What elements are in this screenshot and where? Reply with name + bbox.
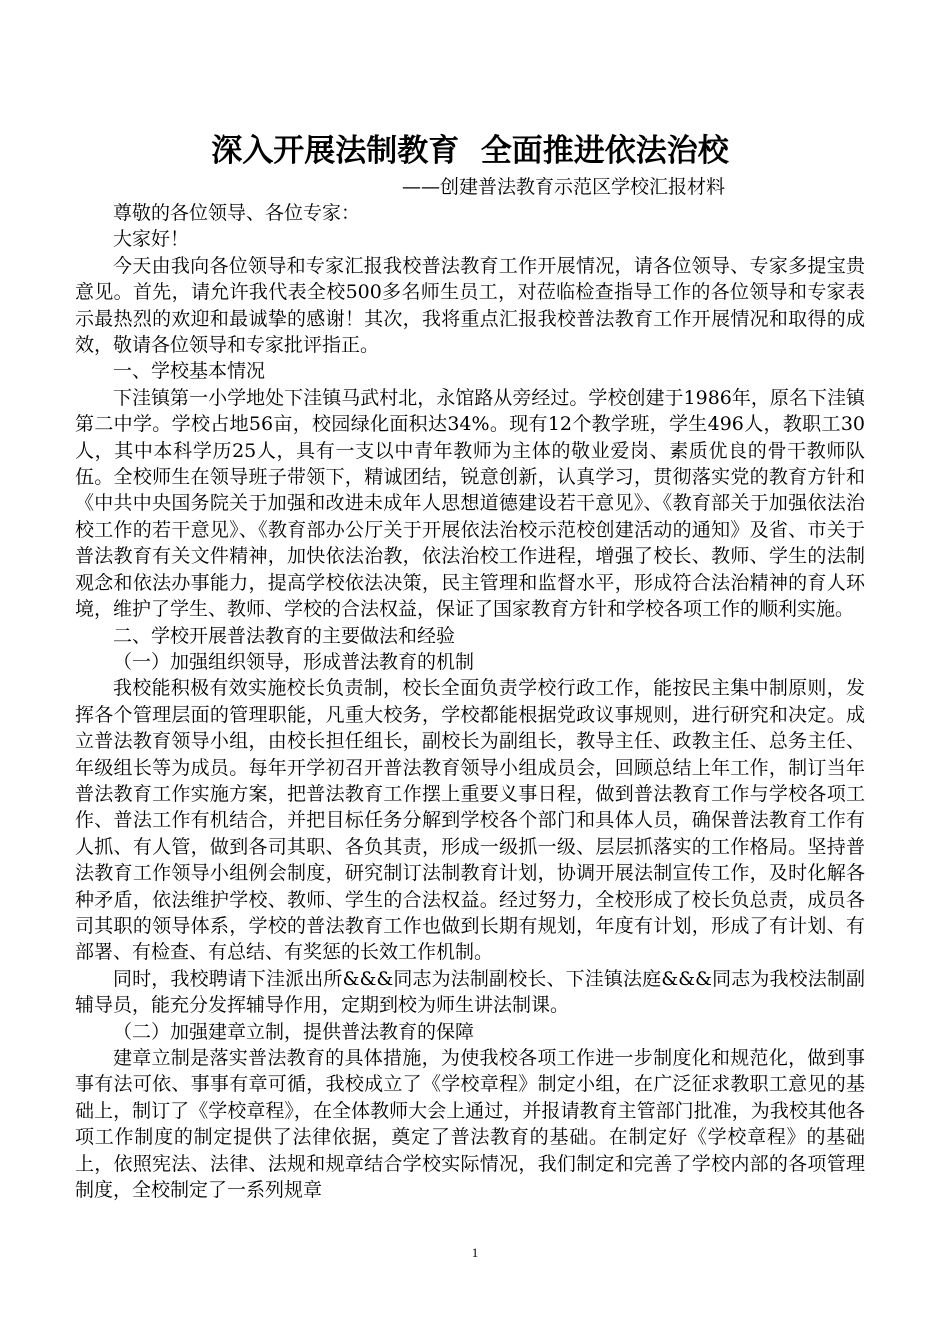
section-heading-2: 二、学校开展普法教育的主要做法和经验 bbox=[113, 624, 456, 647]
document-subtitle: ——创建普法教育示范区学校汇报材料 bbox=[401, 176, 725, 198]
salutation: 尊敬的各位领导、各位专家： bbox=[113, 202, 361, 224]
organization-paragraph: 我校能积极有效实施校长负责制，校长全面负责学校行政工作，能按民主集中制原则，发挥各个管理层面的管理职能，凡重大校务，学校都能根据党政议事规则，进行研究和决定。成立普法教育领导小组，由校长担任组长，副校长为副组长，教导主任、政教主任、总务主任、年级组长等为成员。每年开学初召开普法教育领导小组成员会，回顾总结上年工作，制订当年普法教育工作实施方案，把普法教育工作摆上重要义事日程，做到普法教育工作与学校各项工作、普法工作有机结合，并把目标任务分解到学校各个部门和具体人员，确保普法教育工作有人抓、有人管，做到各司其职、各负其责，形成一级抓一级、层层抓落实的工作格局。坚持普法教育工作领导小组例会制度，研究制订法制教育计划，协调开展法制宣传工作，及时化解各种矛盾，依法维护学校、教师、学生的合法权益。经过努力，全校形成了校长负总责，成员各司其职的领导体系，学校的普法教育工作也做到长期有规划，年度有计划，形成了有计划、有部署、有检查、有总结、有奖惩的长效工作机制。 bbox=[75, 677, 865, 964]
regulations-paragraph: 建章立制是落实普法教育的具体措施，为使我校各项工作进一步制度化和规范化，做到事事有法可依、事事有章可循，我校成立了《学校章程》制定小组，在广泛征求教职工意见的基础上，制订了《学校章程》，在全体教师大会上通过，并报请教育主管部门批准，为我校其他各项工作制度的制定提供了法律依据，奠定了普法教育的基础。在制定好《学校章程》的基础上，依照宪法、法律、法规和规章结合学校实际情况，我们制定和完善了学校内部的各项管理制度，全校制定了一系列规章 bbox=[75, 1047, 865, 1202]
section-heading-1: 一、学校基本情况 bbox=[113, 360, 266, 383]
document-title: 深入开展法制教育 全面推进依法治校 bbox=[211, 133, 729, 169]
legal-advisor-paragraph: 同时，我校聘请下洼派出所&&&同志为法制副校长、下洼镇法庭&&&同志为我校法制副辅导员，能充分发挥辅导作用，定期到校为师生讲法制课。 bbox=[75, 967, 865, 1017]
intro-paragraph: 今天由我向各位领导和专家汇报我校普法教育工作开展情况，请各位领导、专家多提宝贵意见。首先，请允许我代表全校500多名师生员工，对莅临检查指导工作的各位领导和专家表示最热烈的欢迎和最诚挚的感谢！其次，我将重点汇报我校普法教育工作开展情况和取得的成效，敬请各位领导和专家批评指正。 bbox=[75, 254, 865, 357]
school-overview-paragraph: 下洼镇第一小学地处下洼镇马武村北，永馆路从旁经过。学校创建于1986年，原名下洼镇第二中学。学校占地56亩，校园绿化面积达34%。现有12个教学班，学生496人，教职工30人，其中本科学历25人，具有一支以中青年教师为主体的敬业爱岗、素质优良的骨干教师队伍。全校师生在领导班子带领下，精诚团结，锐意创新，认真学习，贯彻落实党的教育方针和《中共中央国务院关于加强和改进未成年人思想道德建设若干意见》、《教育部关于加强依法治校工作的若干意见》、《教育部办公厅关于开展依法治校示范校创建活动的通知》及省、市关于普法教育有关文件精神，加快依法治教，依法治校工作进程，增强了校长、教师、学生的法制观念和依法办事能力，提高学校依法决策，民主管理和监督水平，形成符合法治精神的育人环境，维护了学生、教师、学校的合法权益，保证了国家教育方针和学校各项工作的顺利实施。 bbox=[75, 386, 865, 621]
page-number: 1 bbox=[471, 1245, 479, 1260]
subsection-heading-2: （二）加强建章立制，提供普法教育的保障 bbox=[113, 1020, 475, 1043]
greeting: 大家好！ bbox=[113, 228, 190, 251]
document-page bbox=[75, 128, 865, 1203]
subsection-heading-1: （一）加强组织领导，形成普法教育的机制 bbox=[113, 650, 475, 673]
